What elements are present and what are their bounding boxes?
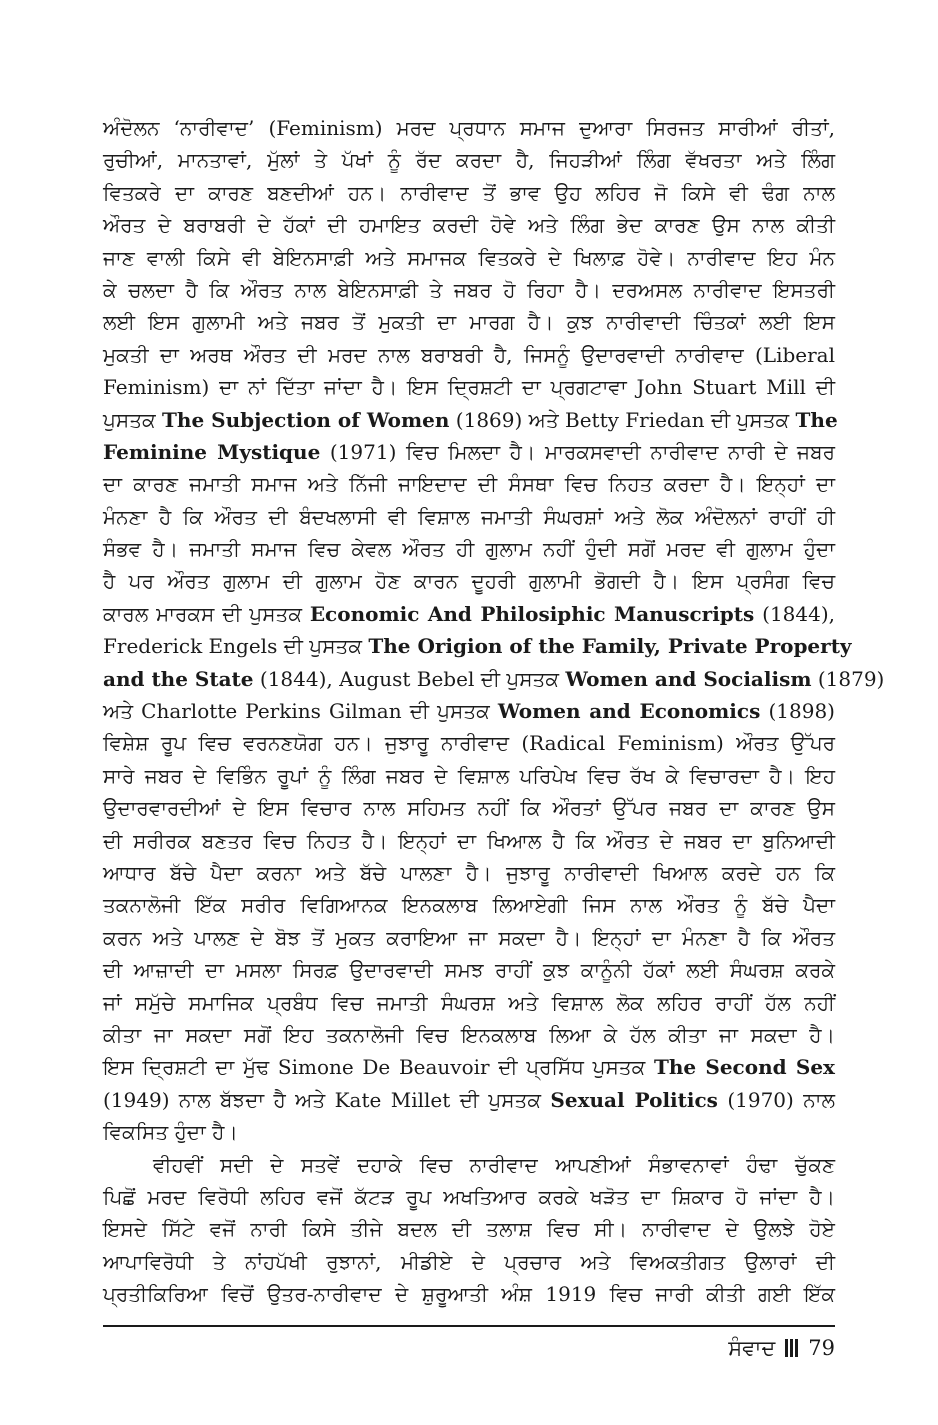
text-line: ਵਿਕਸਿਤ ਹੁੰਦਾ ਹੈ। <box>103 1120 238 1145</box>
text-line: ਇਸਦੇ ਸਿੱਟੇ ਵਜੋਂ ਨਾਰੀ ਕਿਸੇ ਤੀਜੇ ਬਦਲ ਦੀ ਤਲਾਸ਼ ਵਿਚ ਸੀ। ਨਾਰੀਵਾਦ ਦੇ ਉਲਝੇ ਹੋਏ <box>103 1217 835 1242</box>
text-line: ਉਦਾਰਵਾਰਦੀਆਂ ਦੇ ਇਸ ਵਿਚਾਰ ਨਾਲ ਸਹਿਮਤ ਨਹੀਂ ਕਿ ਔਰਤਾਂ ਉੱਪਰ ਜਬਰ ਦਾ ਕਾਰਣ ਉਸ <box>103 796 835 821</box>
text-line: ਅੰਦੋਲਨ ‘ਨਾਰੀਵਾਦ’ (Feminism) ਮਰਦ ਪ੍ਰਧਾਨ ਸਮਾਜ ਦੁਆਰਾ ਸਿਰਜਤ ਸਾਰੀਆਂ ਰੀਤਾਂ, <box>103 116 835 140</box>
text-line: Feminism) ਦਾ ਨਾਂ ਦਿੱਤਾ ਜਾਂਦਾ ਹੈ। ਇਸ ਦ੍ਰਿਸ਼ਟੀ ਦਾ ਪ੍ਰਗਟਾਵਾ John Stuart Mill ਦੀ <box>103 375 835 400</box>
text-line: ਤਕਨਾਲੋਜੀ ਇੱਕ ਸਰੀਰ ਵਿਗਿਆਨਕ ਇਨਕਲਾਬ ਲਿਆਏਗੀ ਜਿਸ ਨਾਲ ਔਰਤ ਨੂੰ ਬੱਚੇ ਪੈਦਾ <box>103 893 835 918</box>
text-line <box>103 1084 835 1116</box>
text-run: (1898) <box>760 699 835 724</box>
text-line: ਆਧਾਰ ਬੱਚੇ ਪੈਦਾ ਕਰਨਾ ਅਤੇ ਬੱਚੇ ਪਾਲਣਾ ਹੈ। ਜੁਝਾਰੂ ਨਾਰੀਵਾਦੀ ਖਿਆਲ ਕਰਦੇ ਹਨ ਕਿ <box>103 860 835 885</box>
text-line: ਔਰਤ ਦੇ ਬਰਾਬਰੀ ਦੇ ਹੱਕਾਂ ਦੀ ਹਮਾਇਤ ਕਰਦੀ ਹੋਵੇ ਅਤੇ ਲਿੰਗ ਭੇਦ ਕਾਰਣ ਉਸ ਨਾਲ ਕੀਤੀ <box>103 213 835 238</box>
book-title: Feminine Mystique <box>103 439 321 464</box>
text-line: ਜਾਂ ਸਮੁੱਚੇ ਸਮਾਜਿਕ ਪ੍ਰਬੰਧ ਵਿਚ ਜਮਾਤੀ ਸੰਘਰਸ਼ ਅਤੇ ਵਿਸ਼ਾਲ ਲੋਕ ਲਹਿਰ ਰਾਹੀਂ ਹੱਲ ਨਹੀਂ <box>103 990 835 1015</box>
book-title: The <box>795 407 838 432</box>
text-line: ਦੀ ਸਰੀਰਕ ਬਣਤਰ ਵਿਚ ਨਿਹਤ ਹੈ। ਇਨ੍ਹਾਂ ਦਾ ਖਿਆਲ ਹੈ ਕਿ ਔਰਤ ਦੇ ਜਬਰ ਦਾ ਬੁਨਿਆਦੀ <box>103 828 835 853</box>
text-line: ਆਪਾਵਿਰੋਧੀ ਤੇ ਨਾਂਹਪੱਖੀ ਰੁਝਾਨਾਂ, ਮੀਡੀਏ ਦੇ ਪ੍ਰਚਾਰ ਅਤੇ ਵਿਅਕਤੀਗਤ ਉਲਾਰਾਂ ਦੀ <box>103 1249 835 1274</box>
text-line: ਪ੍ਰਤੀਕਿਰਿਆ ਵਿਚੋਂ ਉਤਰ-ਨਾਰੀਵਾਦ ਦੇ ਸ਼ੁਰੂਆਤੀ ਅੰਸ਼ 1919 ਵਿਚ ਜਾਰੀ ਕੀਤੀ ਗਈ ਇੱਕ <box>103 1282 835 1307</box>
text-line <box>103 630 852 662</box>
text-line: ਸਾਰੇ ਜਬਰ ਦੇ ਵਿਭਿੰਨ ਰੂਪਾਂ ਨੂੰ ਲਿੰਗ ਜਬਰ ਦੇ ਵਿਸ਼ਾਲ ਪਰਿਪੇਖ ਵਿਚ ਰੱਖ ਕੇ ਵਿਚਾਰਦਾ ਹੈ। ਇਹ <box>103 763 835 788</box>
text-line: ਹੈ ਪਰ ਔਰਤ ਗੁਲਾਮ ਦੀ ਗੁਲਾਮ ਹੋਣ ਕਾਰਨ ਦੂਹਰੀ ਗੁਲਾਮੀ ਭੋਗਦੀ ਹੈ। ਇਸ ਪ੍ਰਸੰਗ ਵਿਚ <box>103 569 835 594</box>
text-run: (1844), <box>754 601 835 626</box>
text-run: (1970) ਨਾਲ <box>717 1087 835 1112</box>
text-run: (1869) ਅਤੇ Betty Friedan ਦੀ ਪੁਸਤਕ <box>449 407 796 432</box>
page-number: 79 <box>808 1336 835 1360</box>
text-run: (1949) ਨਾਲ ਬੱਝਦਾ ਹੈ ਅਤੇ Kate Millet ਦੀ ਪੁਸਤਕ <box>103 1087 551 1112</box>
text-line: ਦੀ ਆਜ਼ਾਦੀ ਦਾ ਮਸਲਾ ਸਿਰਫ਼ ਉਦਾਰਵਾਦੀ ਸਮਝ ਰਾਹੀਂ ਕੁਝ ਕਾਨੂੰਨੀ ਹੱਕਾਂ ਲਈ ਸੰਘਰਸ਼ ਕਰਕੇ <box>103 958 835 983</box>
text-line <box>103 598 835 630</box>
book-title: The Origion of the Family, Private Property <box>368 634 852 659</box>
footer-rule <box>103 1325 835 1327</box>
book-title: and the State <box>103 666 254 691</box>
text-line <box>103 663 885 695</box>
text-run: (1971) ਵਿਚ ਮਿਲਦਾ ਹੈ। ਮਾਰਕਸਵਾਦੀ ਨਾਰੀਵਾਦ ਨਾਰੀ ਦੇ ਜਬਰ <box>320 439 836 464</box>
text-line: ਸੰਭਵ ਹੈ। ਜਮਾਤੀ ਸਮਾਜ ਵਿਚ ਕੇਵਲ ਔਰਤ ਹੀ ਗੁਲਾਮ ਨਹੀਂ ਹੁੰਦੀ ਸਗੋਂ ਮਰਦ ਵੀ ਗੁਲਾਮ ਹੁੰਦਾ <box>103 537 835 562</box>
text-line: ਕੀਤਾ ਜਾ ਸਕਦਾ ਸਗੋਂ ਇਹ ਤਕਨਾਲੋਜੀ ਵਿਚ ਇਨਕਲਾਬ ਲਿਆ ਕੇ ਹੱਲ ਕੀਤਾ ਜਾ ਸਕਦਾ ਹੈ। <box>103 1022 835 1047</box>
book-title: Women and Economics <box>497 699 761 724</box>
text-run: Frederick Engels ਦੀ ਪੁਸਤਕ <box>103 634 369 659</box>
book-title: Sexual Politics <box>550 1087 718 1112</box>
text-run: ਪੁਸਤਕ <box>103 407 163 432</box>
page-footer <box>728 1334 835 1362</box>
text-line: ਕੇ ਚਲਦਾ ਹੈ ਕਿ ਔਰਤ ਨਾਲ ਬੇਇਨਸਾਫ਼ੀ ਤੇ ਜਬਰ ਹੋ ਰਿਹਾ ਹੈ। ਦਰਅਸਲ ਨਾਰੀਵਾਦ ਇਸਤਰੀ <box>103 277 835 302</box>
text-line: ਲਈ ਇਸ ਗੁਲਾਮੀ ਅਤੇ ਜਬਰ ਤੋਂ ਮੁਕਤੀ ਦਾ ਮਾਰਗ ਹੈ। ਕੁਝ ਨਾਰੀਵਾਦੀ ਚਿੰਤਕਾਂ ਲਈ ਇਸ <box>103 310 835 335</box>
book-title: Women and Socialism <box>565 666 812 691</box>
book-title: The Subjection of Women <box>162 407 450 432</box>
text-line: ਵੀਹਵੀਂ ਸਦੀ ਦੇ ਸਤਵੇਂ ਦਹਾਕੇ ਵਿਚ ਨਾਰੀਵਾਦ ਆਪਣੀਆਂ ਸੰਭਾਵਨਾਵਾਂ ਹੰਢਾ ਚੁੱਕਣ <box>153 1152 835 1177</box>
page-body <box>103 112 885 1310</box>
text-line <box>103 695 835 727</box>
book-title: The Second Sex <box>653 1055 835 1080</box>
running-title: ਸੰਵਾਦ <box>728 1336 776 1360</box>
text-line: ਵਿਸ਼ੇਸ਼ ਰੂਪ ਵਿਚ ਵਰਨਣਯੋਗ ਹਨ। ਜੁਝਾਰੂ ਨਾਰੀਵਾਦ (Radical Feminism) ਔਰਤ ਉੱਪਰ <box>103 731 835 756</box>
text-line: ਵਿਤਕਰੇ ਦਾ ਕਾਰਣ ਬਣਦੀਆਂ ਹਨ। ਨਾਰੀਵਾਦ ਤੋਂ ਭਾਵ ਉਹ ਲਹਿਰ ਜੋ ਕਿਸੇ ਵੀ ਢੰਗ ਨਾਲ <box>103 180 835 205</box>
text-line <box>103 436 835 468</box>
text-run: ਕਾਰਲ ਮਾਰਕਸ ਦੀ ਪੁਸਤਕ <box>103 601 310 626</box>
text-line: ਪਿਛੋਂ ਮਰਦ ਵਿਰੋਧੀ ਲਹਿਰ ਵਜੋਂ ਕੱਟੜ ਰੂਪ ਅਖਤਿਆਰ ਕਰਕੇ ਖੜੋਤ ਦਾ ਸ਼ਿਕਾਰ ਹੋ ਜਾਂਦਾ ਹੈ। <box>103 1184 835 1209</box>
text-line <box>103 404 838 436</box>
text-run: ਅਤੇ Charlotte Perkins Gilman ਦੀ ਪੁਸਤਕ <box>103 699 498 724</box>
text-line: ਮੁਕਤੀ ਦਾ ਅਰਥ ਔਰਤ ਦੀ ਮਰਦ ਨਾਲ ਬਰਾਬਰੀ ਹੈ, ਜਿਸਨੂੰ ਉਦਾਰਵਾਦੀ ਨਾਰੀਵਾਦ (Liberal <box>103 342 835 367</box>
text-line: ਰੁਚੀਆਂ, ਮਾਨਤਾਵਾਂ, ਮੁੱਲਾਂ ਤੇ ਪੱਖਾਂ ਨੂੰ ਰੱਦ ਕਰਦਾ ਹੈ, ਜਿਹੜੀਆਂ ਲਿੰਗ ਵੱਖਰਤਾ ਅਤੇ ਲਿੰਗ <box>103 148 835 173</box>
text-line <box>103 1051 835 1083</box>
text-run: (1844), August Bebel ਦੀ ਪੁਸਤਕ <box>253 666 566 691</box>
text-run: (1879) <box>811 666 885 691</box>
separator-bars-icon <box>785 1339 798 1357</box>
text-line: ਮੰਨਣਾ ਹੈ ਕਿ ਔਰਤ ਦੀ ਬੰਦਖਲਾਸੀ ਵੀ ਵਿਸ਼ਾਲ ਜਮਾਤੀ ਸੰਘਰਸ਼ਾਂ ਅਤੇ ਲੋਕ ਅੰਦੋਲਨਾਂ ਰਾਹੀਂ ਹੀ <box>103 504 835 529</box>
text-line: ਦਾ ਕਾਰਣ ਜਮਾਤੀ ਸਮਾਜ ਅਤੇ ਨਿੱਜੀ ਜਾਇਦਾਦ ਦੀ ਸੰਸਥਾ ਵਿਚ ਨਿਹਤ ਕਰਦਾ ਹੈ। ਇਨ੍ਹਾਂ ਦਾ <box>103 472 835 497</box>
text-line: ਜਾਣ ਵਾਲੀ ਕਿਸੇ ਵੀ ਬੇਇਨਸਾਫ਼ੀ ਅਤੇ ਸਮਾਜਕ ਵਿਤਕਰੇ ਦੇ ਖਿਲਾਫ਼ ਹੋਵੇ। ਨਾਰੀਵਾਦ ਇਹ ਮੰਨ <box>103 245 835 270</box>
text-run: ਇਸ ਦ੍ਰਿਸ਼ਟੀ ਦਾ ਮੁੱਢ Simone De Beauvoir ਦੀ ਪ੍ਰਸਿੱਧ ਪੁਸਤਕ <box>103 1055 654 1080</box>
text-line: ਕਰਨ ਅਤੇ ਪਾਲਣ ਦੇ ਬੋਝ ਤੋਂ ਮੁਕਤ ਕਰਾਇਆ ਜਾ ਸਕਦਾ ਹੈ। ਇਨ੍ਹਾਂ ਦਾ ਮੰਨਣਾ ਹੈ ਕਿ ਔਰਤ <box>103 925 835 950</box>
book-title: Economic And Philosiphic Manuscripts <box>309 601 755 626</box>
